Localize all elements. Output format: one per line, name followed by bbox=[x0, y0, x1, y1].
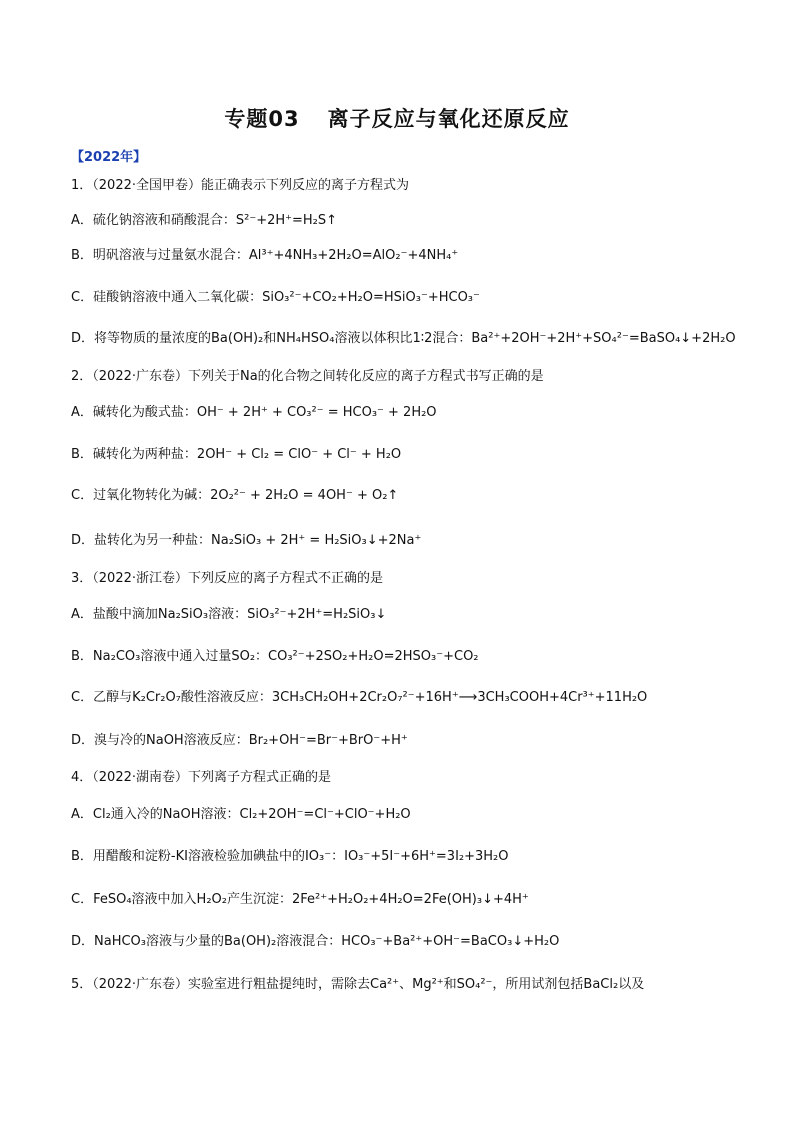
question-1-stem: 1．（2022·全国甲卷）能正确表示下列反应的离子方程式为 bbox=[71, 178, 409, 193]
title-text: 离子反应与氧化还原反应 bbox=[327, 107, 570, 131]
question-2-option-b: B．碱转化为两种盐：2OH⁻ + Cl₂ = ClO⁻ + Cl⁻ + H₂O bbox=[71, 447, 402, 462]
question-1-option-c: C．硅酸钠溶液中通入二氧化碳：SiO₃²⁻+CO₂+H₂O=HSiO₃⁻+HCO₃⁻ bbox=[71, 290, 480, 305]
question-4-stem: 4．（2022·湖南卷）下列离子方程式正确的是 bbox=[71, 770, 331, 785]
question-4-option-a: A．Cl₂通入冷的NaOH溶液：Cl₂+2OH⁻=Cl⁻+ClO⁻+H₂O bbox=[71, 807, 411, 822]
question-4-option-c: C．FeSO₄溶液中加入H₂O₂产生沉淀：2Fe²⁺+H₂O₂+4H₂O=2Fe(OH)₃↓+4H⁺ bbox=[71, 892, 529, 907]
question-4-option-b: B．用醋酸和淀粉-KI溶液检验加碘盐中的IO₃⁻：IO₃⁻+5I⁻+6H⁺=3I₂+3H₂O bbox=[71, 849, 509, 864]
question-1-option-a: A．硫化钠溶液和硝酸混合：S²⁻+2H⁺=H₂S↑ bbox=[71, 213, 338, 228]
question-1-option-b: B．明矾溶液与过量氨水混合：Al³⁺+4NH₃+2H₂O=AlO₂⁻+4NH₄⁺ bbox=[71, 248, 459, 263]
question-2-option-a: A．碱转化为酸式盐：OH⁻ + 2H⁺ + CO₃²⁻ = HCO₃⁻ + 2H₂O bbox=[71, 405, 437, 420]
section-year-heading: 【2022年】 bbox=[71, 150, 147, 165]
question-3-option-d: D．溴与冷的NaOH溶液反应：Br₂+OH⁻=Br⁻+BrO⁻+H⁺ bbox=[71, 733, 408, 748]
title-number: 专题03 bbox=[224, 107, 300, 131]
question-5-stem: 5．（2022·广东卷）实验室进行粗盐提纯时，需除去Ca²⁺、Mg²⁺和SO₄²⁻，所用试剂包括BaCl₂以及 bbox=[71, 977, 645, 992]
question-2-option-c: C．过氧化物转化为碱：2O₂²⁻ + 2H₂O = 4OH⁻ + O₂↑ bbox=[71, 488, 399, 503]
question-4-option-d: D．NaHCO₃溶液与少量的Ba(OH)₂溶液混合：HCO₃⁻+Ba²⁺+OH⁻=BaCO₃↓+H₂O bbox=[71, 934, 560, 949]
question-2-stem: 2．（2022·广东卷）下列关于Na的化合物之间转化反应的离子方程式书写正确的是 bbox=[71, 369, 544, 384]
page-title bbox=[0, 103, 794, 133]
question-3-option-c: C．乙醇与K₂Cr₂O₇酸性溶液反应：3CH₃CH₂OH+2Cr₂O₇²⁻+16H⁺⟶3CH₃COOH+4Cr³⁺+11H₂O bbox=[71, 690, 648, 705]
question-3-option-a: A．盐酸中滴加Na₂SiO₃溶液：SiO₃²⁻+2H⁺=H₂SiO₃↓ bbox=[71, 607, 387, 622]
question-3-option-b: B．Na₂CO₃溶液中通入过量SO₂：CO₃²⁻+2SO₂+H₂O=2HSO₃⁻+CO₂ bbox=[71, 649, 479, 664]
question-3-stem: 3．（2022·浙江卷）下列反应的离子方程式不正确的是 bbox=[71, 571, 383, 586]
question-1-option-d: D．将等物质的量浓度的Ba(OH)₂和NH₄HSO₄溶液以体积比1∶2混合：Ba²⁺+2OH⁻+2H⁺+SO₄²⁻=BaSO₄↓+2H₂O bbox=[71, 331, 736, 346]
question-2-option-d: D．盐转化为另一种盐：Na₂SiO₃ + 2H⁺ = H₂SiO₃↓+2Na⁺ bbox=[71, 533, 422, 548]
